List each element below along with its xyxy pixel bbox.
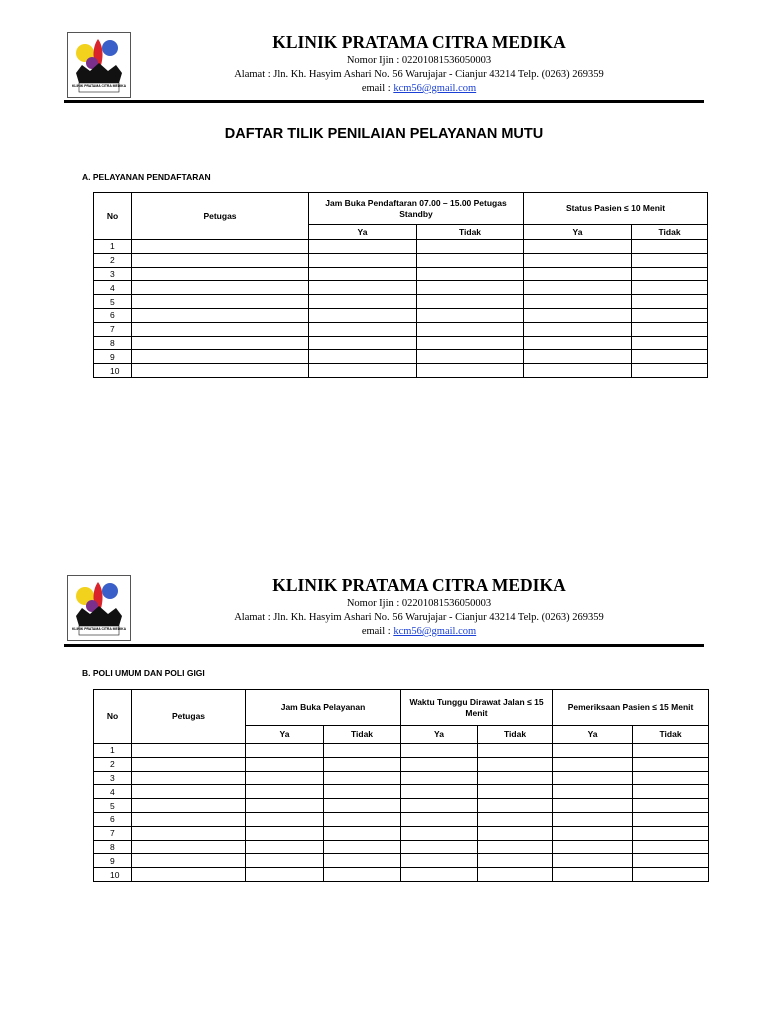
empty-cell[interactable] (309, 240, 417, 254)
clinic-address: Alamat : Jln. Kh. Hasyim Ashari No. 56 Warujajar - Cianjur 43214 Telp. (0263) 269359 (234, 69, 604, 80)
empty-cell[interactable] (417, 308, 524, 322)
empty-cell[interactable] (309, 364, 417, 378)
empty-cell[interactable] (246, 744, 324, 758)
clinic-logo (67, 575, 131, 641)
empty-cell[interactable] (324, 744, 401, 758)
col-no: No (94, 193, 132, 240)
col-tidak: Tidak (478, 726, 553, 744)
empty-cell[interactable] (553, 868, 633, 882)
empty-cell[interactable] (246, 868, 324, 882)
letterhead (64, 573, 704, 647)
empty-cell[interactable] (324, 812, 401, 826)
empty-cell[interactable] (478, 840, 553, 854)
clinic-address: Alamat : Jln. Kh. Hasyim Ashari No. 56 Warujajar - Cianjur 43214 Telp. (0263) 269359 (234, 612, 604, 623)
row-number: 8 (94, 336, 132, 350)
empty-cell[interactable] (478, 826, 553, 840)
empty-cell[interactable] (633, 812, 709, 826)
empty-cell[interactable] (401, 771, 478, 785)
table-row (94, 744, 709, 758)
col-ya: Ya (309, 225, 417, 240)
empty-cell[interactable] (633, 854, 709, 868)
empty-cell[interactable] (132, 364, 309, 378)
empty-cell[interactable] (417, 295, 524, 309)
empty-cell[interactable] (417, 240, 524, 254)
empty-cell[interactable] (632, 322, 708, 336)
col-petugas: Petugas (132, 193, 309, 240)
row-number: 2 (94, 253, 132, 267)
empty-cell[interactable] (309, 350, 417, 364)
empty-cell[interactable] (524, 295, 632, 309)
empty-cell[interactable] (478, 785, 553, 799)
empty-cell[interactable] (401, 854, 478, 868)
row-number: 1 (94, 240, 132, 254)
table-row (94, 840, 709, 854)
table-row (94, 336, 708, 350)
empty-cell[interactable] (132, 771, 246, 785)
col-group-status: Status Pasien ≤ 10 Menit (524, 193, 708, 225)
empty-cell[interactable] (401, 799, 478, 813)
col-group-waktu-tunggu: Waktu Tunggu Dirawat Jalan ≤ 15 Menit (401, 690, 553, 726)
empty-cell[interactable] (553, 812, 633, 826)
row-number: 6 (94, 308, 132, 322)
empty-cell[interactable] (524, 336, 632, 350)
empty-cell[interactable] (632, 336, 708, 350)
row-number: 10 (94, 868, 132, 882)
empty-cell[interactable] (417, 281, 524, 295)
empty-cell[interactable] (524, 308, 632, 322)
row-number: 9 (94, 854, 132, 868)
empty-cell[interactable] (132, 812, 246, 826)
empty-cell[interactable] (632, 281, 708, 295)
empty-cell[interactable] (309, 322, 417, 336)
col-group-jam-buka: Jam Buka Pelayanan (246, 690, 401, 726)
empty-cell[interactable] (524, 350, 632, 364)
empty-cell[interactable] (401, 785, 478, 799)
empty-cell[interactable] (553, 785, 633, 799)
table-row (94, 812, 709, 826)
empty-cell[interactable] (524, 240, 632, 254)
table-row (94, 826, 709, 840)
section-a-heading: A. PELAYANAN PENDAFTARAN (82, 172, 211, 182)
empty-cell[interactable] (132, 240, 309, 254)
empty-cell[interactable] (478, 868, 553, 882)
email-link[interactable]: kcm56@gmail.com (393, 626, 477, 637)
empty-cell[interactable] (478, 771, 553, 785)
empty-cell[interactable] (401, 744, 478, 758)
row-number: 1 (94, 744, 132, 758)
col-tidak: Tidak (633, 726, 709, 744)
empty-cell[interactable] (417, 336, 524, 350)
row-number: 3 (94, 267, 132, 281)
empty-cell[interactable] (132, 799, 246, 813)
table-row (94, 799, 709, 813)
empty-cell[interactable] (401, 826, 478, 840)
col-group-pemeriksaan: Pemeriksaan Pasien ≤ 15 Menit (553, 690, 709, 726)
empty-cell[interactable] (246, 785, 324, 799)
row-number: 2 (94, 757, 132, 771)
col-group-jam-buka: Jam Buka Pendaftaran 07.00 – 15.00 Petugas Standby (309, 193, 524, 225)
col-tidak: Tidak (632, 225, 708, 240)
empty-cell[interactable] (132, 785, 246, 799)
empty-cell[interactable] (246, 854, 324, 868)
empty-cell[interactable] (324, 868, 401, 882)
table-row (94, 322, 708, 336)
empty-cell[interactable] (324, 799, 401, 813)
empty-cell[interactable] (524, 267, 632, 281)
empty-cell[interactable] (417, 253, 524, 267)
empty-cell[interactable] (478, 812, 553, 826)
empty-cell[interactable] (132, 868, 246, 882)
empty-cell[interactable] (132, 840, 246, 854)
table-row (94, 785, 709, 799)
clinic-license: Nomor Ijin : 02201081536050003 (346, 598, 492, 609)
table-a (93, 192, 708, 378)
empty-cell[interactable] (324, 785, 401, 799)
row-number: 4 (94, 785, 132, 799)
empty-cell[interactable] (633, 826, 709, 840)
row-number: 6 (94, 812, 132, 826)
empty-cell[interactable] (132, 322, 309, 336)
empty-cell[interactable] (132, 744, 246, 758)
col-ya: Ya (553, 726, 633, 744)
empty-cell[interactable] (633, 868, 709, 882)
empty-cell[interactable] (553, 757, 633, 771)
empty-cell[interactable] (478, 854, 553, 868)
col-tidak: Tidak (417, 225, 524, 240)
empty-cell[interactable] (524, 322, 632, 336)
table-row (94, 868, 709, 882)
empty-cell[interactable] (309, 281, 417, 295)
table-row (94, 308, 708, 322)
empty-cell[interactable] (401, 868, 478, 882)
empty-cell[interactable] (132, 267, 309, 281)
empty-cell[interactable] (324, 826, 401, 840)
header-rule (64, 100, 704, 103)
empty-cell[interactable] (246, 826, 324, 840)
col-ya: Ya (524, 225, 632, 240)
empty-cell[interactable] (417, 350, 524, 364)
row-number: 8 (94, 840, 132, 854)
empty-cell[interactable] (309, 295, 417, 309)
row-number: 5 (94, 295, 132, 309)
empty-cell[interactable] (246, 799, 324, 813)
row-number: 7 (94, 826, 132, 840)
clinic-name: KLINIK PRATAMA CITRA MEDIKA (272, 32, 566, 52)
empty-cell[interactable] (553, 840, 633, 854)
empty-cell[interactable] (478, 757, 553, 771)
empty-cell[interactable] (132, 826, 246, 840)
empty-cell[interactable] (401, 757, 478, 771)
empty-cell[interactable] (633, 771, 709, 785)
row-number: 9 (94, 350, 132, 364)
table-row (94, 854, 709, 868)
empty-cell[interactable] (324, 854, 401, 868)
logo-text: KLINIK PRATAMA CITRA MEDIKA (71, 84, 127, 88)
letterhead (64, 30, 704, 104)
row-number: 5 (94, 799, 132, 813)
empty-cell[interactable] (324, 840, 401, 854)
empty-cell[interactable] (632, 364, 708, 378)
empty-cell[interactable] (524, 253, 632, 267)
col-ya: Ya (401, 726, 478, 744)
table-b (93, 689, 709, 882)
empty-cell[interactable] (324, 757, 401, 771)
clinic-name: KLINIK PRATAMA CITRA MEDIKA (272, 575, 566, 595)
empty-cell[interactable] (553, 799, 633, 813)
row-number: 3 (94, 771, 132, 785)
clinic-email-line (134, 625, 704, 639)
col-petugas: Petugas (132, 690, 246, 744)
table-row (94, 757, 709, 771)
table-row (94, 771, 709, 785)
col-no: No (94, 690, 132, 744)
empty-cell[interactable] (132, 336, 309, 350)
row-number: 7 (94, 322, 132, 336)
empty-cell[interactable] (132, 295, 309, 309)
empty-cell[interactable] (246, 812, 324, 826)
empty-cell[interactable] (132, 350, 309, 364)
empty-cell[interactable] (553, 854, 633, 868)
empty-cell[interactable] (524, 281, 632, 295)
empty-cell[interactable] (417, 364, 524, 378)
table-row (94, 281, 708, 295)
empty-cell[interactable] (633, 799, 709, 813)
clinic-logo (67, 32, 131, 98)
table-row (94, 295, 708, 309)
empty-cell[interactable] (417, 322, 524, 336)
empty-cell[interactable] (309, 336, 417, 350)
empty-cell[interactable] (633, 744, 709, 758)
empty-cell[interactable] (478, 799, 553, 813)
empty-cell[interactable] (132, 854, 246, 868)
empty-cell[interactable] (633, 785, 709, 799)
empty-cell[interactable] (553, 826, 633, 840)
empty-cell[interactable] (632, 267, 708, 281)
empty-cell[interactable] (401, 812, 478, 826)
header-rule (64, 644, 704, 647)
row-number: 10 (94, 364, 132, 378)
empty-cell[interactable] (633, 757, 709, 771)
empty-cell[interactable] (132, 281, 309, 295)
table-row (94, 350, 708, 364)
empty-cell[interactable] (632, 253, 708, 267)
clinic-license: Nomor Ijin : 02201081536050003 (346, 55, 492, 66)
empty-cell[interactable] (632, 240, 708, 254)
empty-cell[interactable] (246, 771, 324, 785)
empty-cell[interactable] (478, 744, 553, 758)
email-link[interactable]: kcm56@gmail.com (393, 83, 477, 94)
empty-cell[interactable] (246, 757, 324, 771)
empty-cell[interactable] (632, 295, 708, 309)
section-b-heading: B. POLI UMUM DAN POLI GIGI (82, 668, 205, 678)
empty-cell[interactable] (632, 308, 708, 322)
empty-cell[interactable] (246, 840, 324, 854)
empty-cell[interactable] (417, 267, 524, 281)
empty-cell[interactable] (309, 308, 417, 322)
empty-cell[interactable] (553, 771, 633, 785)
empty-cell[interactable] (524, 364, 632, 378)
empty-cell[interactable] (633, 840, 709, 854)
table-row (94, 267, 708, 281)
email-label: email : (361, 83, 394, 94)
email-label: email : (361, 626, 394, 637)
empty-cell[interactable] (132, 757, 246, 771)
col-ya: Ya (246, 726, 324, 744)
row-number: 4 (94, 281, 132, 295)
empty-cell[interactable] (324, 771, 401, 785)
empty-cell[interactable] (309, 253, 417, 267)
col-tidak: Tidak (324, 726, 401, 744)
empty-cell[interactable] (632, 350, 708, 364)
table-row (94, 364, 708, 378)
table-row (94, 240, 708, 254)
logo-text: KLINIK PRATAMA CITRA MEDIKA (71, 627, 127, 631)
clinic-email-line (134, 82, 704, 96)
empty-cell[interactable] (553, 744, 633, 758)
table-row (94, 253, 708, 267)
empty-cell[interactable] (132, 253, 309, 267)
empty-cell[interactable] (132, 308, 309, 322)
empty-cell[interactable] (309, 267, 417, 281)
empty-cell[interactable] (401, 840, 478, 854)
page-title: DAFTAR TILIK PENILAIAN PELAYANAN MUTU (224, 126, 544, 142)
